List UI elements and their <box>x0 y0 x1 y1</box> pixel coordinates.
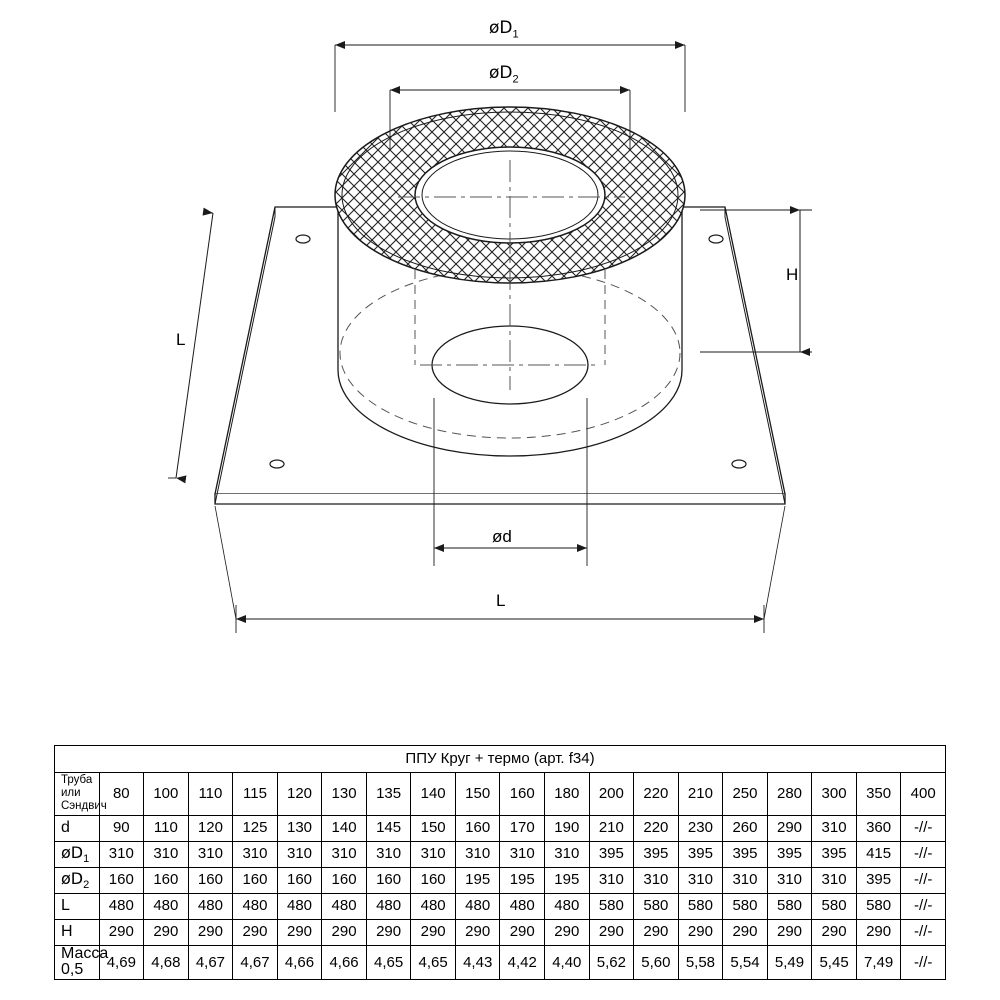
table-cell: 310 <box>455 841 500 867</box>
table-cell: 5,49 <box>767 945 812 980</box>
table-cell: 4,69 <box>99 945 144 980</box>
table-cell: 120 <box>188 815 233 841</box>
table-cell: 395 <box>634 841 679 867</box>
table-cell: 310 <box>322 841 367 867</box>
table-cell: 290 <box>277 919 322 945</box>
table-cell: 130 <box>277 815 322 841</box>
table-cell: 310 <box>233 841 278 867</box>
table-cell: 4,40 <box>545 945 590 980</box>
table-cell: 160 <box>188 867 233 893</box>
table-cell: 290 <box>322 919 367 945</box>
table-cell: 290 <box>233 919 278 945</box>
table-cell: 480 <box>366 893 411 919</box>
table-cell: 4,68 <box>144 945 189 980</box>
table-cell: 310 <box>812 815 857 841</box>
table-cell: 4,65 <box>411 945 456 980</box>
dimension-l-left <box>168 213 213 478</box>
table-cell: 210 <box>589 815 634 841</box>
table-cell: 395 <box>589 841 634 867</box>
table-cell: 480 <box>233 893 278 919</box>
table-cell: 7,49 <box>856 945 901 980</box>
table-cell: 4,67 <box>233 945 278 980</box>
table-column-header: 220 <box>634 773 679 816</box>
table-cell: 290 <box>812 919 857 945</box>
table-column-header: 180 <box>545 773 590 816</box>
table-cell: 5,60 <box>634 945 679 980</box>
table-cell: 195 <box>455 867 500 893</box>
table-cell: 4,65 <box>366 945 411 980</box>
table-row-label: H <box>55 919 100 945</box>
table-cell: 580 <box>634 893 679 919</box>
table-cell: 4,43 <box>455 945 500 980</box>
table-cell: 480 <box>277 893 322 919</box>
label-l-left: L <box>176 330 186 349</box>
table-cell: 395 <box>856 867 901 893</box>
table-cell: 310 <box>723 867 768 893</box>
table-cell: 190 <box>545 815 590 841</box>
table-cell: 260 <box>723 815 768 841</box>
table-cell: 5,45 <box>812 945 857 980</box>
table-cell: 290 <box>856 919 901 945</box>
table-column-header: 300 <box>812 773 857 816</box>
table-cell: 480 <box>545 893 590 919</box>
table-cell: 160 <box>366 867 411 893</box>
table-cell: 125 <box>233 815 278 841</box>
table-cell: 140 <box>322 815 367 841</box>
table-column-header: 115 <box>233 773 278 816</box>
table-cell: 290 <box>188 919 233 945</box>
table-column-header: 100 <box>144 773 189 816</box>
table-cell: 580 <box>723 893 768 919</box>
table-cell: 580 <box>767 893 812 919</box>
table-cell: 310 <box>678 867 723 893</box>
table-cell: 310 <box>812 867 857 893</box>
table-cell: 4,66 <box>277 945 322 980</box>
table-cell: 290 <box>767 815 812 841</box>
table-cell: 160 <box>144 867 189 893</box>
table-cell: 310 <box>589 867 634 893</box>
table-row <box>55 893 946 919</box>
table-cell: 310 <box>767 867 812 893</box>
table-column-header: 130 <box>322 773 367 816</box>
table-cell: 290 <box>366 919 411 945</box>
table-row <box>55 867 946 893</box>
table-cell: 170 <box>500 815 545 841</box>
table-cell: 290 <box>634 919 679 945</box>
table-cell: 290 <box>589 919 634 945</box>
table-cell: 310 <box>545 841 590 867</box>
table-row-label: Масса 0,5 <box>55 945 100 980</box>
dimension-l-bottom <box>215 506 785 633</box>
table-cell: 310 <box>188 841 233 867</box>
table-cell: 290 <box>411 919 456 945</box>
table-cell: 480 <box>455 893 500 919</box>
table-title: ППУ Круг + термо (арт. f34) <box>55 746 946 773</box>
table-row <box>55 815 946 841</box>
table-cell: 290 <box>545 919 590 945</box>
table-cell: 310 <box>277 841 322 867</box>
table-cell: 110 <box>144 815 189 841</box>
table-cell: -//- <box>901 893 946 919</box>
table-cell: -//- <box>901 815 946 841</box>
table-title-row <box>55 746 946 773</box>
table-cell: 160 <box>455 815 500 841</box>
table-cell: 290 <box>500 919 545 945</box>
table-cell: 160 <box>322 867 367 893</box>
label-phi-d2: $øD_2$ <box>489 63 519 86</box>
table-cell: 395 <box>723 841 768 867</box>
specification-table <box>54 745 946 980</box>
table-cell: 5,58 <box>678 945 723 980</box>
table-cell: -//- <box>901 841 946 867</box>
table-cell: 290 <box>455 919 500 945</box>
table-cell: 395 <box>812 841 857 867</box>
table-column-header: 120 <box>277 773 322 816</box>
table-column-header: 150 <box>455 773 500 816</box>
table-cell: 480 <box>188 893 233 919</box>
table-cell: -//- <box>901 867 946 893</box>
table-cell: 290 <box>99 919 144 945</box>
table-cell: 480 <box>500 893 545 919</box>
table-column-header: 350 <box>856 773 901 816</box>
table-column-header: 140 <box>411 773 456 816</box>
table-cell: 580 <box>812 893 857 919</box>
table-cell: 415 <box>856 841 901 867</box>
table-column-header: 400 <box>901 773 946 816</box>
table-cell: 480 <box>322 893 367 919</box>
label-h: H <box>786 265 799 284</box>
label-phi-d: ød <box>492 527 512 546</box>
table-cell: 480 <box>144 893 189 919</box>
table-cell: 160 <box>277 867 322 893</box>
table-cell: 220 <box>634 815 679 841</box>
table-cell: 230 <box>678 815 723 841</box>
table-cell: 580 <box>589 893 634 919</box>
table-column-header: 110 <box>188 773 233 816</box>
table-cell: -//- <box>901 919 946 945</box>
table-cell: 580 <box>678 893 723 919</box>
table-header-label: Труба или Сэндвич <box>55 773 100 816</box>
table-cell: 290 <box>723 919 768 945</box>
table-cell: 310 <box>411 841 456 867</box>
table-cell: 480 <box>99 893 144 919</box>
label-l-bottom: L <box>496 591 506 610</box>
table-cell: -//- <box>901 945 946 980</box>
table-row <box>55 945 946 980</box>
table-row <box>55 919 946 945</box>
table-cell: 290 <box>144 919 189 945</box>
table-row-label: $øD_2$ <box>55 867 100 893</box>
table-column-header: 250 <box>723 773 768 816</box>
table-column-header: 200 <box>589 773 634 816</box>
table-cell: 290 <box>678 919 723 945</box>
specification-table-wrapper <box>54 745 946 980</box>
table-column-header: 280 <box>767 773 812 816</box>
table-cell: 290 <box>767 919 812 945</box>
table-cell: 145 <box>366 815 411 841</box>
table-cell: 4,66 <box>322 945 367 980</box>
table-cell: 580 <box>856 893 901 919</box>
table-cell: 4,42 <box>500 945 545 980</box>
table-cell: 310 <box>366 841 411 867</box>
table-cell: 150 <box>411 815 456 841</box>
table-row-label: $øD_1$ <box>55 841 100 867</box>
table-cell: 480 <box>411 893 456 919</box>
table-cell: 195 <box>545 867 590 893</box>
table-cell: 5,62 <box>589 945 634 980</box>
table-header-row <box>55 773 946 816</box>
table-cell: 395 <box>767 841 812 867</box>
table-cell: 310 <box>144 841 189 867</box>
table-row-label: L <box>55 893 100 919</box>
table-cell: 5,54 <box>723 945 768 980</box>
table-row <box>55 841 946 867</box>
table-column-header: 210 <box>678 773 723 816</box>
table-cell: 160 <box>411 867 456 893</box>
table-column-header: 135 <box>366 773 411 816</box>
label-phi-d1: $øD_1$ <box>489 18 519 41</box>
table-cell: 310 <box>500 841 545 867</box>
table-cell: 395 <box>678 841 723 867</box>
table-cell: 4,67 <box>188 945 233 980</box>
table-column-header: 160 <box>500 773 545 816</box>
table-cell: 310 <box>99 841 144 867</box>
table-cell: 195 <box>500 867 545 893</box>
table-cell: 360 <box>856 815 901 841</box>
table-cell: 90 <box>99 815 144 841</box>
table-column-header: 80 <box>99 773 144 816</box>
table-cell: 310 <box>634 867 679 893</box>
table-cell: 160 <box>99 867 144 893</box>
table-row-label: d <box>55 815 100 841</box>
table-cell: 160 <box>233 867 278 893</box>
